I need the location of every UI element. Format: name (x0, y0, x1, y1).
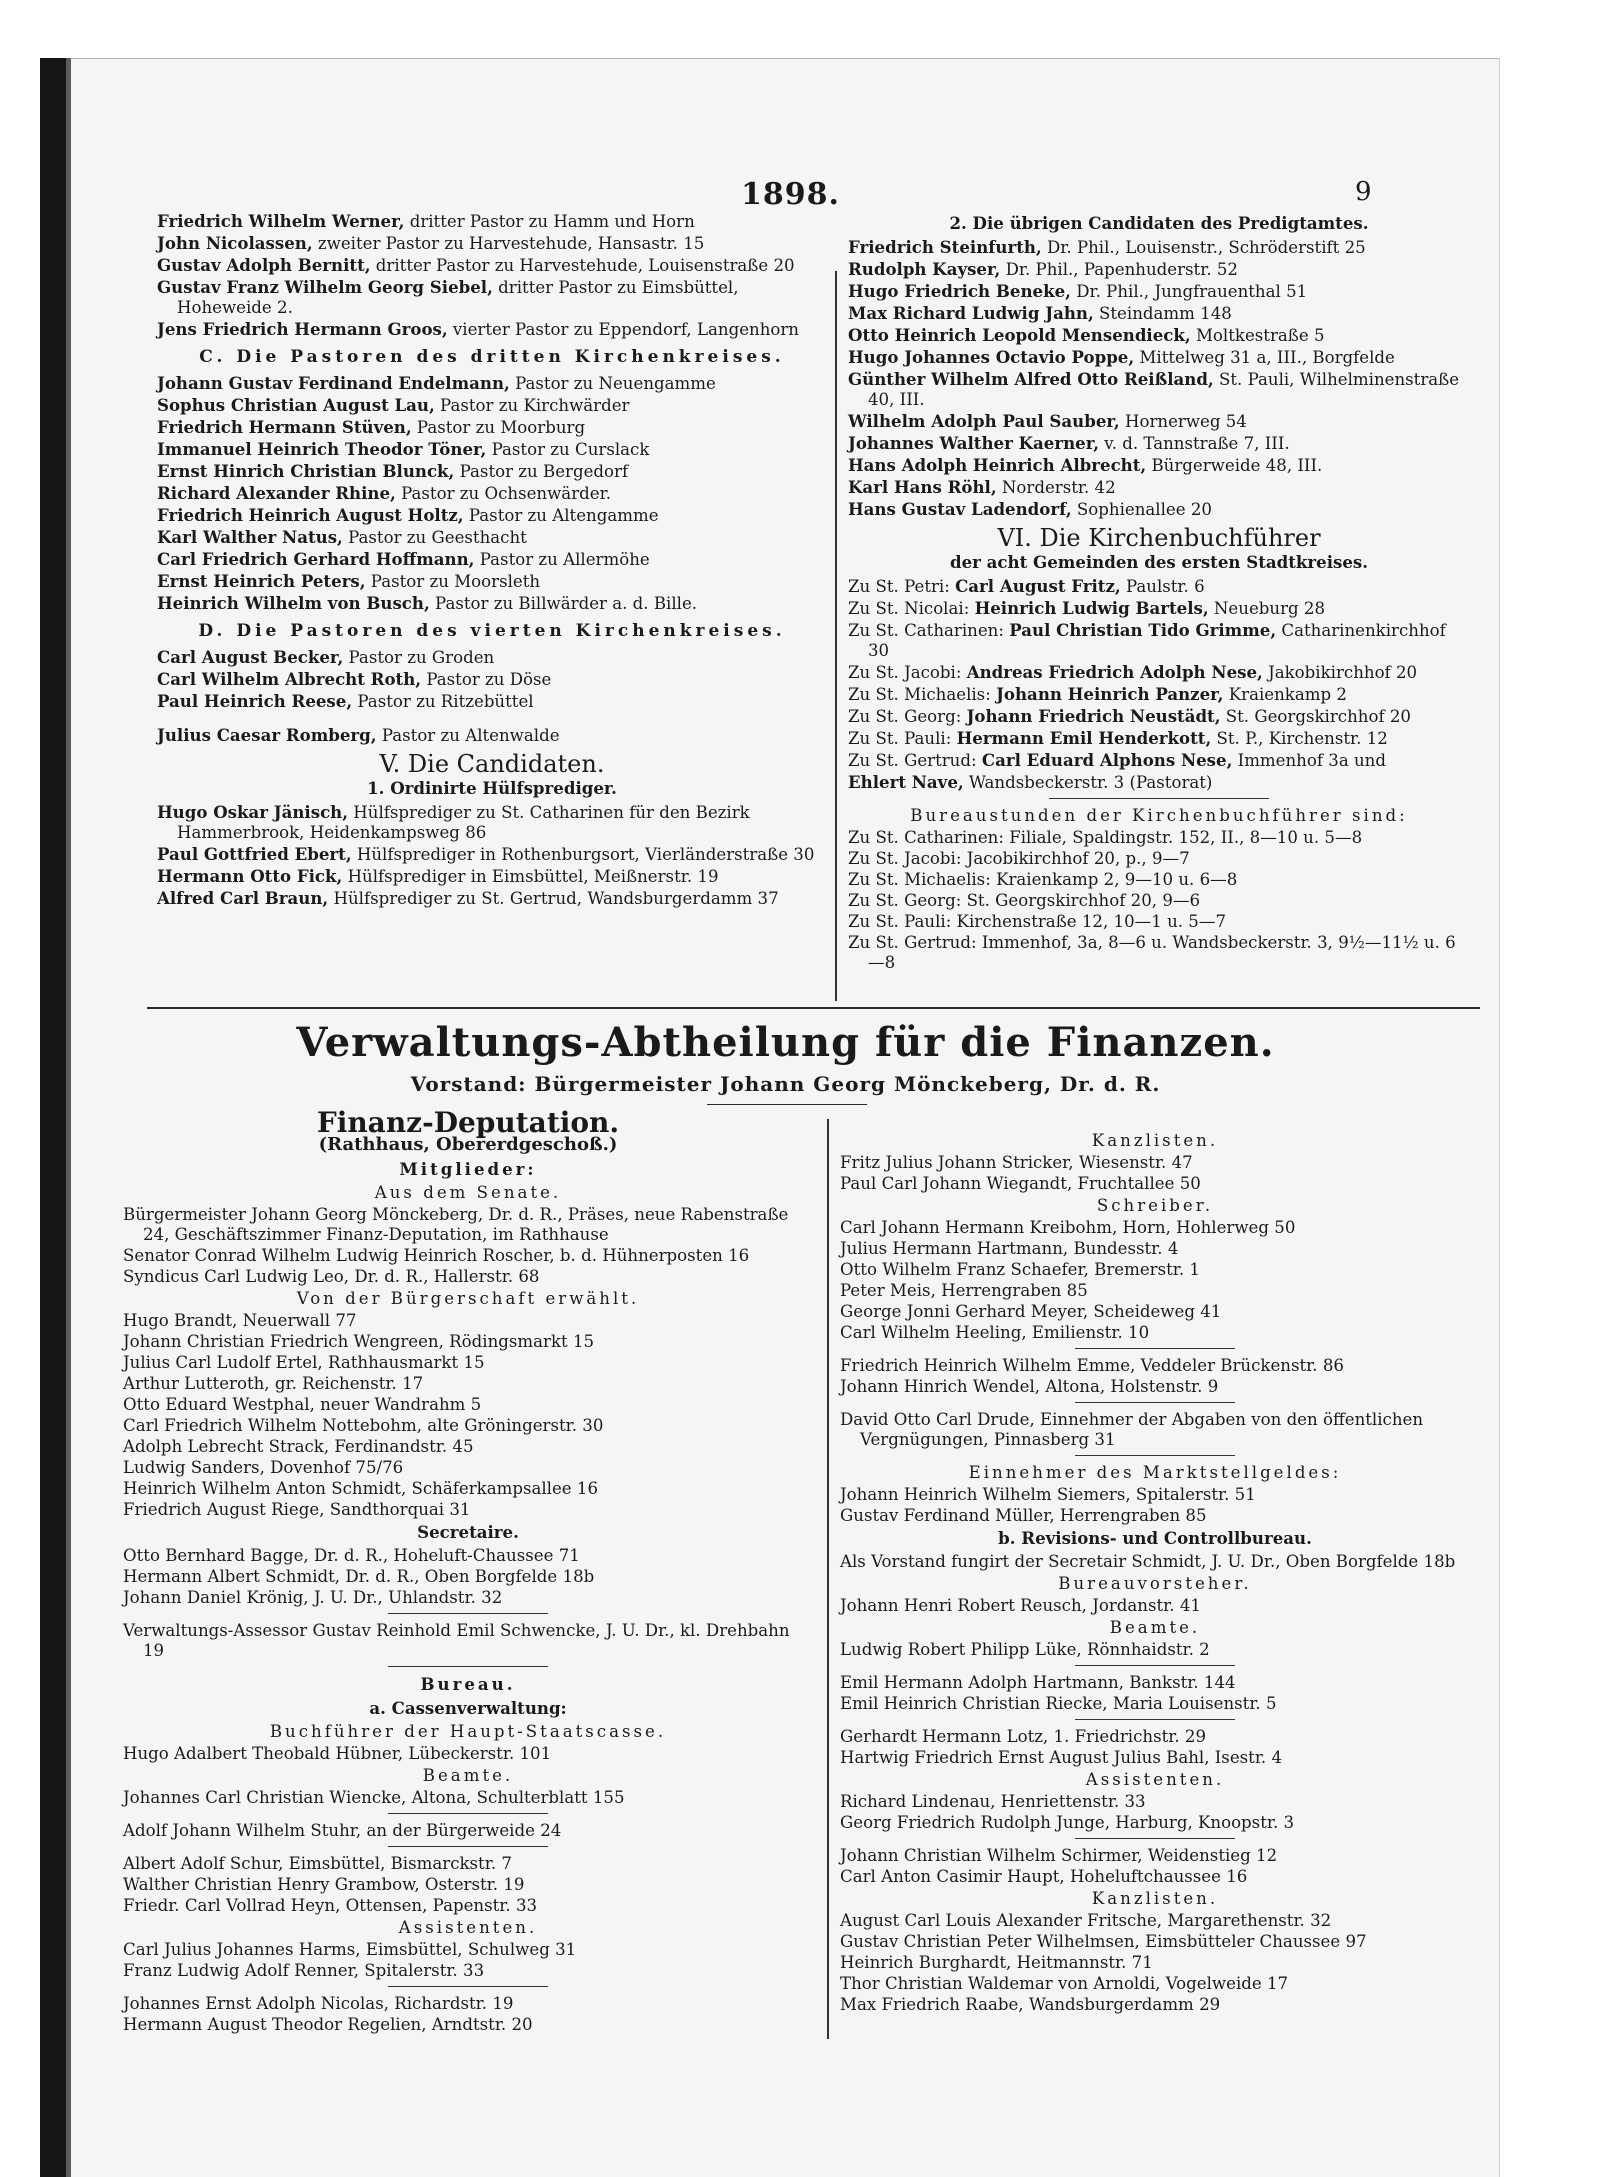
candidates-subheading: 2. Die übrigen Candidaten des Predigtamtes. (949, 213, 1369, 233)
list-item: Alfred Carl Braun, Hülfsprediger zu St. Gertrud, Wandsburgerdamm 37 (157, 888, 779, 908)
list-item: Heinrich Burghardt, Heitmannstr. 71 (840, 1953, 1153, 1972)
list-item: Friedrich Heinrich Wilhelm Emme, Veddeler Brückenstr. 86 (840, 1356, 1344, 1375)
secretaries-heading: Secretaire. (417, 1522, 519, 1542)
column-divider-bottom (827, 1119, 829, 2039)
list-item: Paul Carl Johann Wiegandt, Fruchtallee 50 (840, 1174, 1201, 1193)
list-item: Max Richard Ludwig Jahn, Steindamm 148 (848, 303, 1232, 323)
list-item: Julius Caesar Romberg, Pastor zu Altenwalde (157, 725, 560, 745)
finance-deputation-location: (Rathhaus, Obererdgeschoß.) (318, 1134, 618, 1155)
list-item: Carl Friedrich Gerhard Hoffmann, Pastor zu Allermöhe (157, 549, 650, 569)
list-item: Zu St. Jacobi: Andreas Friedrich Adolph Nese, Jakobikirchhof 20 (848, 662, 1418, 682)
list-item: Ernst Hinrich Christian Blunck, Pastor zu Bergedorf (157, 461, 629, 481)
list-item: Heinrich Wilhelm Anton Schmidt, Schäferkampsallee 16 (123, 1479, 598, 1498)
list-item: Bürgermeister Johann Georg Mönckeberg, Dr. d. R., Präses, neue Rabenstraße 24, Geschäftszimmer Finanz-Deputation, im Rathhause (123, 1205, 789, 1244)
list-item: Hartwig Friedrich Ernst August Julius Bahl, Isestr. 4 (840, 1748, 1283, 1767)
chief-entry: Johann Henri Robert Reusch, Jordanstr. 41 (840, 1596, 1201, 1615)
list-item: Jens Friedrich Hermann Groos, vierter Pastor zu Eppendorf, Langenhorn (157, 319, 799, 339)
list-item: Paul Gottfried Ebert, Hülfsprediger in Rothenburgsort, Vierländerstraße 30 (157, 844, 815, 864)
section-c-heading: C. Die Pastoren des dritten Kirchenkreises. (199, 347, 785, 367)
book-binding (40, 58, 66, 2177)
list-item: Johannes Ernst Adolph Nicolas, Richardstr. 19 (123, 1994, 514, 2013)
list-item: Zu St. Michaelis: Kraienkamp 2, 9—10 u. 6—8 (848, 870, 1238, 889)
list-item: Adolph Lebrecht Strack, Ferdinandstr. 45 (123, 1437, 474, 1456)
list-item: Friedrich Heinrich August Holtz, Pastor zu Altengamme (157, 505, 659, 525)
list-item: Zu St. Georg: St. Georgskirchhof 20, 9—6 (848, 891, 1201, 910)
main-heading-block (71, 1019, 1500, 1096)
list-item: Hans Gustav Ladendorf, Sophienallee 20 (848, 499, 1212, 519)
officials-heading: Beamte. (422, 1766, 514, 1785)
list-item: Karl Hans Röhl, Norderstr. 42 (848, 477, 1116, 497)
officials-heading: Beamte. (1109, 1618, 1201, 1637)
section-d-heading: D. Die Pastoren des vierten Kirchenkreises. (198, 621, 786, 641)
list-item: Emil Hermann Adolph Hartmann, Bankstr. 144 (840, 1673, 1236, 1692)
main-subtitle: Vorstand: Bürgermeister Johann Georg Mönckeberg, Dr. d. R. (410, 1072, 1161, 1096)
column-divider-top (835, 271, 837, 1001)
list-item: Johann Christian Wilhelm Schirmer, Weidenstieg 12 (840, 1846, 1278, 1865)
assessor-entry: Verwaltungs-Assessor Gustav Reinhold Emil Schwencke, J. U. Dr., kl. Drehbahn 19 (123, 1621, 790, 1660)
list-item: Zu St. Gertrud: Immenhof, 3a, 8—6 u. Wandsbeckerstr. 3, 9½—11½ u. 6—8 (848, 933, 1456, 972)
revision-note: Als Vorstand fungirt der Secretair Schmidt, J. U. Dr., Oben Borgfelde 18b (840, 1552, 1456, 1571)
list-item: Gustav Adolph Bernitt, dritter Pastor zu Harvestehude, Louisenstraße 20 (157, 255, 795, 275)
members-heading: Mitglieder: (399, 1159, 537, 1179)
list-item: Zu St. Nicolai: Heinrich Ludwig Bartels, Neueburg 28 (848, 598, 1326, 618)
list-item: Johann Hinrich Wendel, Altona, Holstenstr. 9 (840, 1377, 1219, 1396)
list-item: Hermann Albert Schmidt, Dr. d. R., Oben Borgfelde 18b (123, 1567, 595, 1586)
section-vi-heading: VI. Die Kirchenbuchführer (997, 524, 1321, 552)
list-item: Ludwig Sanders, Dovenhof 75/76 (123, 1458, 404, 1477)
official-entry: Johannes Carl Christian Wiencke, Altona, Schulterblatt 155 (123, 1788, 625, 1807)
list-item: Sophus Christian August Lau, Pastor zu Kirchwärder (157, 395, 630, 415)
bookkeeper-entry: Hugo Adalbert Theobald Hübner, Lübeckerstr. 101 (123, 1744, 552, 1763)
bureau-heading: Bureau. (420, 1674, 516, 1694)
list-item: Carl August Becker, Pastor zu Groden (157, 647, 495, 667)
list-item: Rudolph Kayser, Dr. Phil., Papenhuderstr. 52 (848, 259, 1238, 279)
list-item: Otto Eduard Westphal, neuer Wandrahm 5 (123, 1395, 482, 1414)
list-item: Zu St. Catharinen: Paul Christian Tido Grimme, Catharinenkirchhof 30 (848, 620, 1446, 660)
page-year: 1898. (741, 177, 840, 212)
finance-deputation-title: Finanz-Deputation. (316, 1106, 620, 1139)
list-item: Walther Christian Henry Grambow, Osterstr. 19 (123, 1875, 525, 1894)
section-vi-subheading: der acht Gemeinden des ersten Stadtkreises. (949, 552, 1369, 572)
list-item: Immanuel Heinrich Theodor Töner, Pastor zu Curslack (157, 439, 650, 459)
list-item: Friedrich August Riege, Sandthorquai 31 (123, 1500, 471, 1519)
bottom-right-column (840, 1129, 1470, 2016)
list-item: Zu St. Jacobi: Jacobikirchhof 20, p., 9—7 (848, 849, 1190, 868)
page-number: 9 (1355, 177, 1372, 207)
section-v-heading: V. Die Candidaten. (379, 750, 605, 778)
drude-entry: David Otto Carl Drude, Einnehmer der Abgaben von den öffentlichen Vergnügungen, Pinnasberg 31 (840, 1410, 1424, 1449)
list-item: Zu St. Gertrud: Carl Eduard Alphons Nese, Immenhof 3a und (848, 750, 1386, 770)
list-item: Günther Wilhelm Alfred Otto Reißland, St. Pauli, Wilhelminenstraße 40, III. (848, 369, 1460, 409)
list-item: Max Friedrich Raabe, Wandsburgerdamm 29 (840, 1995, 1221, 2014)
citizen-heading: Von der Bürgerschaft erwählt. (296, 1289, 640, 1308)
list-item: Otto Heinrich Leopold Mensendieck, Moltkestraße 5 (848, 325, 1325, 345)
senate-heading: Aus dem Senate. (374, 1183, 562, 1202)
page-header (71, 177, 1500, 212)
official-entry: Ludwig Robert Philipp Lüke, Rönnhaidstr. 2 (840, 1640, 1210, 1659)
list-item: Otto Wilhelm Franz Schaefer, Bremerstr. 1 (840, 1260, 1200, 1279)
short-divider (707, 1104, 867, 1105)
cassa-heading: a. Cassenverwaltung: (369, 1698, 567, 1718)
market-heading: Einnehmer des Marktstellgeldes: (968, 1463, 1342, 1482)
list-item: Georg Friedrich Rudolph Junge, Harburg, Knoopstr. 3 (840, 1813, 1295, 1832)
list-item: Syndicus Carl Ludwig Leo, Dr. d. R., Hallerstr. 68 (123, 1267, 540, 1286)
list-item: Zu St. Pauli: Hermann Emil Henderkott, St. P., Kirchenstr. 12 (848, 728, 1388, 748)
list-item: Hermann Otto Fick, Hülfsprediger in Eimsbüttel, Meißnerstr. 19 (157, 866, 719, 886)
list-item: Johann Daniel Krönig, J. U. Dr., Uhlandstr. 32 (123, 1588, 503, 1607)
list-item: Emil Heinrich Christian Riecke, Maria Louisenstr. 5 (840, 1694, 1277, 1713)
list-item: Johann Gustav Ferdinand Endelmann, Pastor zu Neuengamme (157, 373, 716, 393)
document-page (71, 58, 1500, 2177)
list-item: Paul Heinrich Reese, Pastor zu Ritzebüttel (157, 691, 534, 711)
list-item: Richard Alexander Rhine, Pastor zu Ochsenwärder. (157, 483, 611, 503)
list-item: Ehlert Nave, Wandsbeckerstr. 3 (Pastorat) (848, 772, 1213, 792)
list-item: Senator Conrad Wilhelm Ludwig Heinrich Roscher, b. d. Hühnerposten 16 (123, 1246, 750, 1265)
bookkeeper-heading: Buchführer der Haupt-Staatscasse. (269, 1722, 667, 1741)
list-item: Hugo Johannes Octavio Poppe, Mittelweg 31 a, III., Borgfelde (848, 347, 1395, 367)
writers-heading: Schreiber. (1096, 1196, 1214, 1215)
list-item: Hugo Friedrich Beneke, Dr. Phil., Jungfrauenthal 51 (848, 281, 1308, 301)
list-item: Johannes Walther Kaerner, v. d. Tannstraße 7, III. (848, 433, 1290, 453)
list-item: Carl Anton Casimir Haupt, Hoheluftchaussee 16 (840, 1867, 1248, 1886)
clerks-heading: Kanzlisten. (1091, 1889, 1219, 1908)
assistants-heading: Assistenten. (398, 1918, 538, 1937)
list-item: Friedr. Carl Vollrad Heyn, Ottensen, Papenstr. 33 (123, 1896, 538, 1915)
list-item: Arthur Lutteroth, gr. Reichenstr. 17 (123, 1374, 424, 1393)
list-item: Fritz Julius Johann Stricker, Wiesenstr. 47 (840, 1153, 1193, 1172)
list-item: Carl Wilhelm Heeling, Emilienstr. 10 (840, 1323, 1150, 1342)
list-item: Friedrich Wilhelm Werner, dritter Pastor zu Hamm und Horn (157, 211, 695, 231)
list-item: Hermann August Theodor Regelien, Arndtstr. 20 (123, 2015, 533, 2034)
list-item: Ernst Heinrich Peters, Pastor zu Moorsleth (157, 571, 541, 591)
bottom-left-column (123, 1106, 813, 2036)
list-item: Zu St. Catharinen: Filiale, Spaldingstr. 152, II., 8—10 u. 5—8 (848, 828, 1363, 847)
revision-heading: b. Revisions- und Controllbureau. (998, 1528, 1312, 1548)
list-item: Johann Heinrich Wilhelm Siemers, Spitalerstr. 51 (840, 1485, 1256, 1504)
chief-heading: Bureauvorsteher. (1058, 1574, 1252, 1593)
list-item: Gerhardt Hermann Lotz, 1. Friedrichstr. 29 (840, 1727, 1207, 1746)
list-item: Zu St. Pauli: Kirchenstraße 12, 10—1 u. 5—7 (848, 912, 1227, 931)
list-item: Carl Julius Johannes Harms, Eimsbüttel, Schulweg 31 (123, 1940, 577, 1959)
list-item: Peter Meis, Herrengraben 85 (840, 1281, 1088, 1300)
list-item: Hugo Oskar Jänisch, Hülfsprediger zu St. Catharinen für den Bezirk Hammerbrook, Heidenkampsweg 86 (157, 802, 750, 842)
list-item: Otto Bernhard Bagge, Dr. d. R., Hoheluft-Chaussee 71 (123, 1546, 580, 1565)
list-item: Zu St. Petri: Carl August Fritz, Paulstr. 6 (848, 576, 1205, 596)
list-item: Wilhelm Adolph Paul Sauber, Hornerweg 54 (848, 411, 1247, 431)
list-item: Gustav Franz Wilhelm Georg Siebel, dritter Pastor zu Eimsbüttel, Hoheweide 2. (157, 277, 739, 317)
top-left-column (157, 211, 827, 910)
list-item: Thor Christian Waldemar von Arnoldi, Vogelweide 17 (840, 1974, 1289, 1993)
list-item: George Jonni Gerhard Meyer, Scheideweg 41 (840, 1302, 1222, 1321)
list-item: Carl Friedrich Wilhelm Nottebohm, alte Gröningerstr. 30 (123, 1416, 604, 1435)
list-item: August Carl Louis Alexander Fritsche, Margarethenstr. 32 (840, 1911, 1332, 1930)
divider-before-main (147, 1007, 1480, 1009)
bureau-hours-heading: Bureaustunden der Kirchenbuchführer sind: (910, 806, 1408, 825)
top-right-column (848, 211, 1470, 974)
official-entry: Adolf Johann Wilhelm Stuhr, an der Bürgerweide 24 (123, 1821, 562, 1840)
list-item: Gustav Ferdinand Müller, Herrengraben 85 (840, 1506, 1207, 1525)
clerks-heading: Kanzlisten. (1091, 1131, 1219, 1150)
list-item: Carl Johann Hermann Kreibohm, Horn, Hohlerweg 50 (840, 1218, 1296, 1237)
list-item: Friedrich Steinfurth, Dr. Phil., Louisenstr., Schröderstift 25 (848, 237, 1366, 257)
list-item: Friedrich Hermann Stüven, Pastor zu Moorburg (157, 417, 586, 437)
list-item: Franz Ludwig Adolf Renner, Spitalerstr. 33 (123, 1961, 485, 1980)
list-item: Heinrich Wilhelm von Busch, Pastor zu Billwärder a. d. Bille. (157, 593, 698, 613)
list-item: Julius Carl Ludolf Ertel, Rathhausmarkt 15 (123, 1353, 485, 1372)
list-item: Zu St. Georg: Johann Friedrich Neustädt, St. Georgskirchhof 20 (848, 706, 1411, 726)
list-item: Johann Christian Friedrich Wengreen, Rödingsmarkt 15 (123, 1332, 595, 1351)
list-item: Hugo Brandt, Neuerwall 77 (123, 1311, 357, 1330)
list-item: John Nicolassen, zweiter Pastor zu Harvestehude, Hansastr. 15 (157, 233, 705, 253)
main-title: Verwaltungs-Abtheilung für die Finanzen. (296, 1019, 1275, 1066)
list-item: Gustav Christian Peter Wilhelmsen, Eimsbütteler Chaussee 97 (840, 1932, 1367, 1951)
assistants-heading: Assistenten. (1085, 1770, 1225, 1789)
list-item: Carl Wilhelm Albrecht Roth, Pastor zu Döse (157, 669, 552, 689)
section-v-subheading: 1. Ordinirte Hülfsprediger. (367, 778, 617, 798)
list-item: Richard Lindenau, Henriettenstr. 33 (840, 1792, 1146, 1811)
list-item: Karl Walther Natus, Pastor zu Geesthacht (157, 527, 527, 547)
list-item: Zu St. Michaelis: Johann Heinrich Panzer, Kraienkamp 2 (848, 684, 1347, 704)
list-item: Albert Adolf Schur, Eimsbüttel, Bismarckstr. 7 (123, 1854, 512, 1873)
list-item: Julius Hermann Hartmann, Bundesstr. 4 (840, 1239, 1179, 1258)
list-item: Hans Adolph Heinrich Albrecht, Bürgerweide 48, III. (848, 455, 1323, 475)
